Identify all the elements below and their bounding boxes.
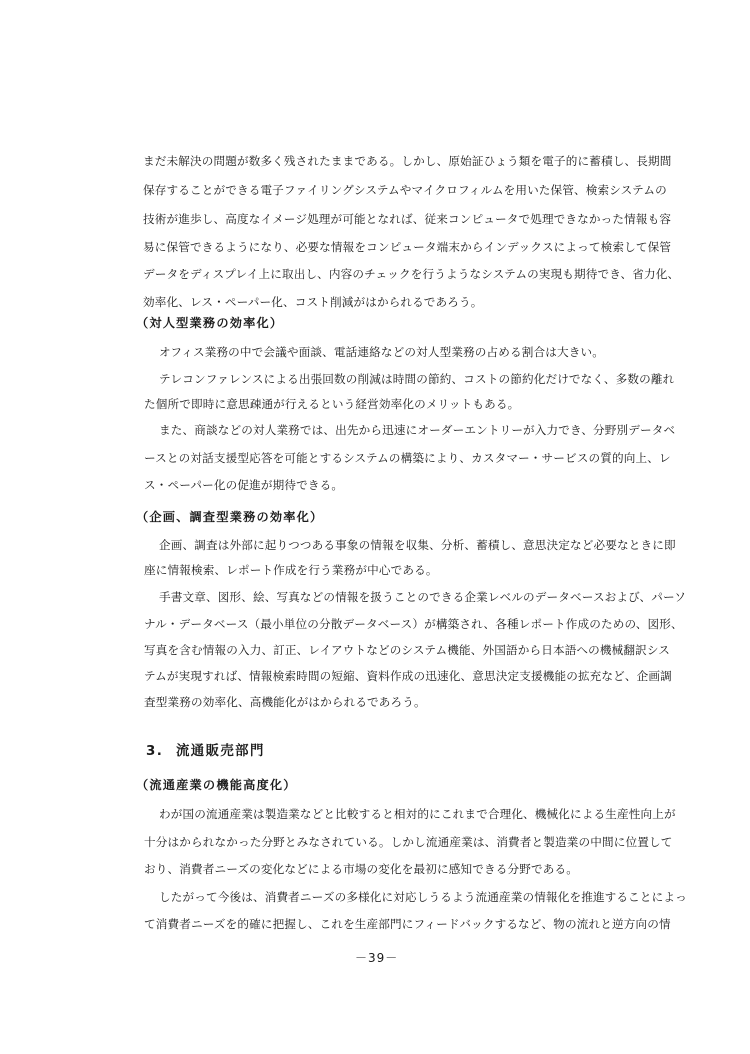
distribution-line: したがって今後は、消費者ニーズの多様化に対応しうるよう流通産業の情報化を推進することによっ — [159, 890, 687, 904]
distribution-line: おり、消費者ニーズの変化などによる市場の変化を最初に感知できる分野である。 — [144, 862, 578, 876]
planning-line: テムが実現すれば、情報検索時間の短縮、資料作成の迅速化、意思決定支援機能の拡充など、企画調 — [144, 669, 672, 683]
planning-line: 査型業務の効率化、高機能化がはかられるであろう。 — [144, 695, 426, 709]
distribution-line: わが国の流通産業は製造業などと比較すると相対的にこれまで合理化、機械化による生産性向上が — [159, 807, 676, 821]
subheading-planning: （企画、調査型業務の効率化） — [136, 510, 324, 524]
section-number: 3. — [146, 744, 164, 759]
planning-line: 手書文章、図形、絵、写真などの情報を扱うことのできる企業レベルのデータベースおよび、パーソ — [159, 590, 686, 604]
planning-line: 座に情報検索、レポート作成を行う業務が中心である。 — [144, 563, 438, 577]
intro-line: 技術が進歩し、高度なイメージ処理が可能となれば、従来コンピュータで処理できなかった情報も容 — [143, 212, 672, 226]
interpersonal-line: ースとの対話支援型応答を可能とするシステムの構築により、カスタマー・サービスの質的向上、レ — [144, 451, 671, 465]
planning-line: ナル・データベース（最小単位の分散データベース）が構築され、各種レポート作成のための、図形、 — [144, 617, 683, 631]
subheading-distribution: （流通産業の機能高度化） — [136, 778, 297, 792]
intro-line: データをディスプレイ上に取出し、内容のチェックを行うようなシステムの実現も期待でき、省力化、 — [143, 267, 680, 281]
section-title: 流通販売部門 — [176, 744, 265, 759]
planning-line: 写真を含む情報の入力、訂正、レイアウトなどのシステム機能、外国語から日本語への機械翻訳シス — [144, 643, 671, 657]
intro-line: 易に保管できるようになり、必要な情報をコンピュータ端末からインデックスによって検索して保管 — [143, 240, 672, 254]
planning-line: 企画、調査は外部に起りつつある事象の情報を収集、分析、蓄積し、意思決定など必要なときに即 — [159, 538, 676, 552]
interpersonal-line: テレコンファレンスによる出張回数の削減は時間の節約、コストの節約化だけでなく、多数の離れ — [159, 372, 675, 386]
page-number: －39－ — [355, 951, 399, 965]
interpersonal-line: た個所で即時に意思疎通が行えるという経営効率化のメリットもある。 — [144, 397, 520, 411]
distribution-line: て消費者ニーズを的確に把握し、これを生産部門にフィードバックするなど、物の流れと逆方向の情 — [144, 917, 671, 931]
interpersonal-line: また、商談などの対人業務では、出先から迅速にオーダーエントリーが入力でき、分野別データベ — [159, 423, 676, 437]
interpersonal-line: オフィス業務の中で会議や面談、電話連絡などの対人型業務の占める割合は大きい。 — [159, 345, 604, 359]
intro-line: 効率化、レス・ペーパー化、コスト削減がはかられるであろう。 — [143, 295, 483, 309]
intro-line: 保存することができる電子ファイリングシステムやマイクロフィルムを用いた保管、検索システムの — [143, 183, 667, 197]
interpersonal-line: ス・ペーパー化の促進が期待できる。 — [144, 478, 344, 492]
subheading-interpersonal: （対人型業務の効率化） — [136, 316, 284, 330]
intro-line: まだ未解決の問題が数多く残されたままである。しかし、原始証ひょう類を電子的に蓄積し、長期間 — [143, 154, 672, 168]
distribution-line: 十分はかられなかった分野とみなされている。しかし流通産業は、消費者と製造業の中間に位置して — [144, 835, 673, 849]
